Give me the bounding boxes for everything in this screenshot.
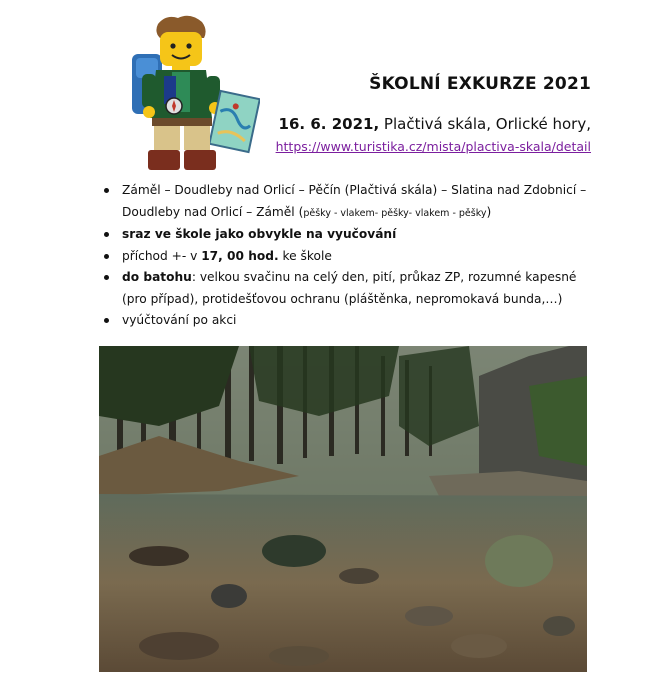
route-transport-modes: pěšky - vlakem- pěšky- vlakem - pěšky (303, 207, 487, 219)
excursion-place: Plačtivá skála, Orlické hory, (379, 115, 591, 133)
backpack-label: do batohu (122, 270, 192, 284)
route-close-paren: ) (486, 204, 492, 219)
meeting-text: sraz ve škole jako obvykle na vyučování (122, 227, 397, 241)
document-title: ŠKOLNÍ EXKURZE 2021 (369, 74, 591, 94)
backpack-text: : velkou svačinu na celý den, pití, průkaz ZP, rozumné kapesné (pro případ), protidešťovou ochranu (pláštěnka, nepromokavá bunda,…) (122, 270, 577, 306)
route-text: Záměl – Doudleby nad Orlicí – Pěčín (Plačtivá skála) – Slatina nad Zdobnicí – Doudleby nad Orlicí – Záměl ( (122, 183, 587, 219)
list-item-arrival (104, 246, 604, 268)
list-item-route (104, 180, 604, 224)
date-and-place (279, 115, 591, 133)
arrival-prefix: příchod +- v (122, 248, 202, 263)
list-item-billing (104, 310, 604, 332)
forest-river-photo (99, 346, 587, 672)
billing-text: vyúčtování po akci (122, 313, 237, 327)
arrival-time: 17, 00 hod. (201, 248, 279, 263)
arrival-suffix: ke škole (278, 248, 332, 263)
destination-link[interactable]: https://www.turistika.cz/mista/plactiva-skala/detail (275, 139, 591, 154)
list-item-meeting (104, 224, 604, 246)
excursion-date: 16. 6. 2021, (278, 115, 380, 133)
lego-hiker-illustration (120, 14, 260, 174)
info-list (104, 180, 604, 332)
list-item-backpack (104, 267, 604, 310)
